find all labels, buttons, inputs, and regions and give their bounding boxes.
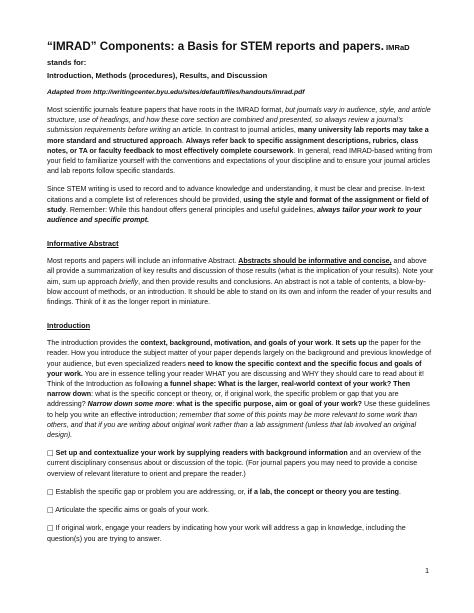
- checklist-item-2: [47, 487, 434, 497]
- checklist-item-1: [47, 448, 434, 479]
- intro-paragraph-1: [47, 105, 434, 176]
- checkbox-icon: □: [47, 449, 54, 458]
- text-run: .: [331, 339, 336, 348]
- text-run: Most scientific journals feature papers that have roots in the IMRAD format,: [47, 106, 286, 114]
- section-heading-abstract: Informative Abstract: [47, 239, 119, 249]
- text-run-bold: if a lab, the concept or theory you are testing: [247, 487, 400, 496]
- text-run-bold: Then narrow down: [47, 380, 411, 399]
- text-run-bold: what is the specific purpose, aim or goal of your work?: [176, 400, 362, 409]
- text-run-bold: Set up and contextualize your work by supplying readers with background information: [53, 449, 348, 458]
- intro-paragraph-2: [47, 184, 434, 225]
- checklist-item-4: [47, 523, 434, 543]
- source-attribution: Adapted from http://writingcenter.byu.edu/sites/default/files/handouts/imrad.pdf: [47, 89, 305, 96]
- checkbox-icon: □: [47, 506, 54, 515]
- text-run: Use these guidelines to help you write an effective introduction;: [47, 400, 430, 419]
- text-run: and above all provide a summarization of key results and discussion of those results (what is the implication of your results). Note your aim, sum up approach: [47, 257, 434, 286]
- text-run-italic: briefly: [119, 277, 139, 286]
- abstract-paragraph: [47, 256, 434, 307]
- text-run-bold: It sets up: [335, 339, 367, 348]
- page-number: 1: [425, 566, 430, 575]
- text-run: Most reports and papers will include an informative Abstract.: [47, 257, 239, 266]
- text-run: , and then provide results and conclusions. An abstract is not a table of contents, a blow-by-blow account of methods, or an introduction. It should be able to stand on its own and inform the reader of your results and findings. Think of it as the longer report in miniature.: [47, 277, 432, 307]
- text-run-bold-italic: Narrow down some more: [87, 400, 173, 409]
- text-run-italic: remember that some of this points may be more relevant to some work than others, and that if you are writing about original work rather than a lab assignment (unless that lab involved an original design).: [47, 410, 418, 440]
- text-run: If original work, engage your readers by indicating how your work will address a gap in knowledge, including the question(s) you are trying to answer.: [47, 524, 406, 543]
- text-run: In contrast to journal articles,: [203, 126, 298, 135]
- text-run-bold: Always refer back to specific assignment descriptions, rubrics, class notes, or TA or faculty feedback to most effectively complete coursework: [47, 136, 419, 155]
- section-heading-introduction: Introduction: [47, 321, 91, 331]
- text-run: .: [399, 487, 401, 496]
- text-run: : what is the specific concept or theory, or, if original work, the specific problem or gap that you are addressing?: [47, 390, 399, 409]
- document-page: [47, 40, 434, 552]
- text-run: The introduction provides the: [47, 339, 141, 348]
- text-run: and an overview of the current disciplinary consensus about or discussion of the topic. (For journal papers you may need to provide a concise overview of relevant literature to orient and prepare the reader.): [47, 449, 422, 478]
- document-title: [47, 40, 434, 70]
- text-run-italic: but journals vary in audience, style, and article structure, use of headings, and how these core section are combined and presented, so always review a journal’s submission requirements before writing an article.: [47, 106, 431, 135]
- text-run: :: [172, 400, 177, 409]
- text-run: the paper for the reader. How you introduce the subject matter of your paper depends largely on the background and previous knowledge of your audience, but even specialized readers: [47, 339, 432, 368]
- text-run-bold: context, background, motivation, and goals of your work: [140, 339, 332, 348]
- text-run: Since STEM writing is used to record and to advance knowledge and understanding, it must be clear and precise. In-text citations and a complete list of references should be provided,: [47, 185, 425, 204]
- text-run-bold-underline: Abstracts should be informative and concise,: [238, 257, 392, 266]
- title-main: “IMRAD” Components: a Basis for STEM reports and papers.: [47, 40, 384, 53]
- text-run-bold: a funnel shape: What is the larger, real-world context of your work?: [164, 380, 392, 389]
- text-run-bold-italic: always tailor your work to your audience and specific prompt.: [47, 205, 422, 225]
- checklist-item-3: [47, 505, 434, 515]
- text-run: Articulate the specific aims or goals of your work.: [53, 506, 209, 515]
- text-run: . In general, read IMRAD-based writing from your field to familiarize yourself with the conventions and expectations of your discipline and to ensure your journal articles and lab reports follow specific standards.: [47, 146, 433, 176]
- text-run-bold: using the style and format of the assignment or field of study: [47, 195, 429, 214]
- title-tail: IMRaD stands for:: [47, 43, 410, 67]
- introduction-paragraph: [47, 338, 434, 440]
- checkbox-icon: □: [47, 524, 54, 533]
- text-run: . Remember: While this handout offers general principles and useful guidelines,: [65, 205, 317, 214]
- checkbox-icon: □: [47, 487, 54, 496]
- text-run: .: [181, 136, 186, 145]
- text-run: You are in essence telling your reader WHAT you are discussing and WHY they should care to read about it! Think of the Introduction as following: [47, 369, 424, 389]
- text-run-bold: many university lab reports may take a more standard and structured approach: [47, 126, 429, 145]
- text-run: Establish the specific gap or problem you are addressing, or,: [53, 487, 248, 496]
- document-subtitle: Introduction, Methods (procedures), Results, and Discussion: [47, 71, 268, 80]
- text-run-bold: need to know the specific context and the specific focus and goals of your work.: [47, 359, 422, 378]
